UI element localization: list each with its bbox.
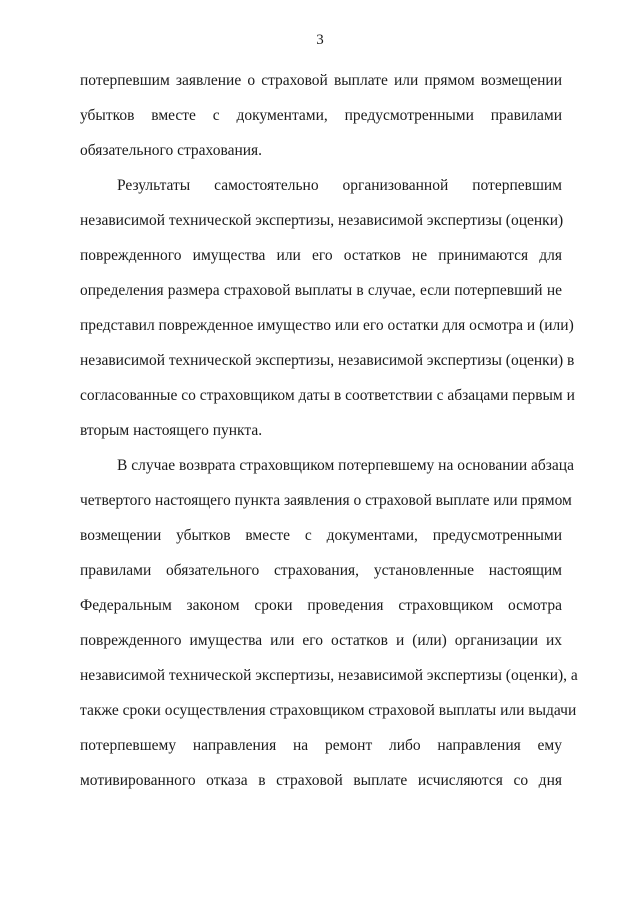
text-line: убытков вместе с документами, предусмотренными правилами — [80, 107, 562, 124]
text-line: мотивированного отказа в страховой выплате исчисляются со дня — [80, 772, 562, 789]
text-line: правилами обязательного страхования, установленные настоящим — [80, 562, 562, 579]
text-line: независимой технической экспертизы, независимой экспертизы (оценки) — [80, 212, 564, 229]
text-line: Результаты самостоятельно организованной потерпевшим — [117, 177, 562, 194]
text-line: четвертого настоящего пункта заявления о страховой выплате или прямом — [80, 492, 572, 509]
text-line: обязательного страхования. — [80, 142, 263, 159]
text-line: поврежденного имущества или его остатков не принимаются для — [80, 247, 562, 264]
text-line: потерпевшему направления на ремонт либо направления ему — [80, 737, 562, 754]
text-line: В случае возврата страховщиком потерпевшему на основании абзаца — [117, 457, 574, 474]
text-line: поврежденного имущества или его остатков и (или) организации их — [80, 632, 562, 649]
text-line: определения размера страховой выплаты в случае, если потерпевший не — [80, 282, 562, 299]
text-line: также сроки осуществления страховщиком страховой выплаты или выдачи — [80, 702, 577, 719]
text-line: представил поврежденное имущество или его остатки для осмотра и (или) — [80, 317, 574, 334]
text-line: вторым настоящего пункта. — [80, 422, 263, 439]
text-line: согласованные со страховщиком даты в соответствии с абзацами первым и — [80, 387, 575, 404]
text-line: независимой технической экспертизы, независимой экспертизы (оценки), а — [80, 667, 578, 684]
page-number: 3 — [316, 32, 324, 48]
text-line: потерпевшим заявление о страховой выплате или прямом возмещении — [80, 72, 562, 89]
text-line: возмещении убытков вместе с документами, предусмотренными — [80, 527, 562, 544]
text-line: независимой технической экспертизы, независимой экспертизы (оценки) в — [80, 352, 575, 369]
text-line: Федеральным законом сроки проведения страховщиком осмотра — [80, 597, 562, 614]
